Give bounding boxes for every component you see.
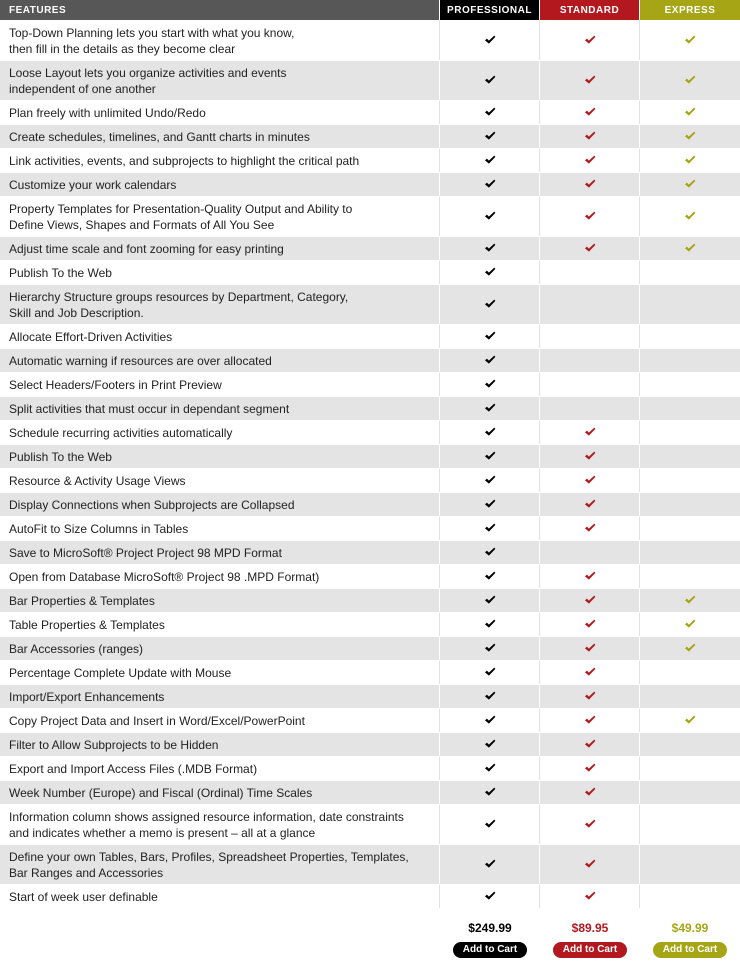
feature-text-line: Top-Down Planning lets you start with what you know, [9,25,295,40]
professional-cell [440,588,540,612]
standard-cell [540,636,640,660]
feature-text-line: Adjust time scale and font zooming for easy printing [9,241,284,256]
feature-name [0,372,440,396]
checkmark-icon [584,179,596,189]
checkmark-icon [684,211,696,221]
checkmark-icon [684,75,696,85]
feature-row [0,588,740,612]
checkmark-icon [484,355,496,365]
feature-text-line: Open from Database MicroSoft® Project 98 .MPD Format) [9,569,320,584]
checkmark-icon [584,475,596,485]
professional-cell [440,20,540,60]
feature-text-line: independent of one another [9,81,156,96]
professional-cell [440,636,540,660]
checkmark-icon [484,331,496,341]
feature-row [0,540,740,564]
checkmark-icon [584,619,596,629]
checkmark-icon [584,211,596,221]
feature-text-line: Filter to Allow Subprojects to be Hidden [9,737,219,752]
professional-cell [440,172,540,196]
professional-cell [440,196,540,236]
professional-cell [440,60,540,100]
feature-text-line: Split activities that must occur in dependant segment [9,401,290,416]
checkmark-icon [584,643,596,653]
feature-text-line: Display Connections when Subprojects are Collapsed [9,497,295,512]
checkmark-icon [484,267,496,277]
checkmark-icon [584,891,596,901]
checkmark-icon [684,179,696,189]
feature-text-line: Loose Layout lets you organize activities and events [9,65,287,80]
standard-cell [540,684,640,708]
feature-name [0,444,440,468]
feature-text-line: Copy Project Data and Insert in Word/Excel/PowerPoint [9,713,305,728]
professional-cell [440,804,540,844]
standard-cell [540,172,640,196]
standard-cell [540,444,640,468]
feature-text-line: Select Headers/Footers in Print Preview [9,377,222,392]
checkmark-icon [584,739,596,749]
checkmark-icon [684,131,696,141]
standard-cell [540,420,640,444]
feature-text-line: Define Views, Shapes and Formats of All You See [9,217,275,232]
express-cell [640,396,740,420]
checkmark-icon [584,763,596,773]
checkmark-icon [484,107,496,117]
professional-cell [440,884,540,908]
checkmark-icon [484,499,496,509]
express-cell [640,444,740,468]
feature-row [0,612,740,636]
feature-row [0,636,740,660]
feature-name [0,20,440,60]
professional-cell [440,348,540,372]
feature-name [0,612,440,636]
feature-row [0,172,740,196]
checkmark-icon [484,155,496,165]
checkmark-icon [584,667,596,677]
express-cell [640,588,740,612]
professional-cell [440,756,540,780]
feature-text-line: Save to MicroSoft® Project Project 98 MPD Format [9,545,282,560]
feature-rows [0,20,740,908]
checkmark-icon [484,211,496,221]
standard-cell [540,588,640,612]
feature-row [0,844,740,884]
professional-cell [440,148,540,172]
express-cell [640,564,740,588]
express-cell [640,844,740,884]
standard-cell [540,708,640,732]
express-cell [640,468,740,492]
professional-pricing [440,908,540,958]
checkmark-icon [484,715,496,725]
checkmark-icon [484,403,496,413]
standard-cell [540,492,640,516]
checkmark-icon [684,107,696,117]
feature-row [0,884,740,908]
feature-name [0,540,440,564]
checkmark-icon [684,619,696,629]
feature-row [0,684,740,708]
professional-cell [440,684,540,708]
feature-name [0,60,440,100]
standard-header: STANDARD [540,0,640,20]
professional-cell [440,844,540,884]
feature-row [0,660,740,684]
express-cell [640,148,740,172]
professional-cell [440,540,540,564]
professional-cell [440,780,540,804]
standard-cell [540,660,640,684]
feature-row [0,804,740,844]
feature-name [0,884,440,908]
express-cell [640,372,740,396]
feature-row [0,780,740,804]
professional-cell [440,492,540,516]
standard-cell [540,324,640,348]
express-cell [640,20,740,60]
checkmark-icon [484,667,496,677]
professional-cell [440,660,540,684]
checkmark-icon [484,819,496,829]
feature-name [0,396,440,420]
feature-name [0,148,440,172]
checkmark-icon [584,75,596,85]
feature-text-line: Plan freely with unlimited Undo/Redo [9,105,206,120]
checkmark-icon [484,643,496,653]
express-cell [640,804,740,844]
standard-cell [540,564,640,588]
feature-row [0,284,740,324]
feature-row [0,516,740,540]
professional-cell [440,420,540,444]
feature-row [0,564,740,588]
checkmark-icon [484,131,496,141]
standard-cell [540,20,640,60]
feature-name [0,732,440,756]
express-cell [640,612,740,636]
feature-row [0,20,740,60]
checkmark-icon [584,155,596,165]
checkmark-icon [484,619,496,629]
professional-cell [440,444,540,468]
pricing-row [0,908,740,958]
feature-row [0,60,740,100]
checkmark-icon [484,451,496,461]
checkmark-icon [484,35,496,45]
checkmark-icon [584,819,596,829]
express-cell [640,660,740,684]
feature-row [0,324,740,348]
feature-text-line: Publish To the Web [9,265,112,280]
checkmark-icon [484,739,496,749]
professional-cell [440,708,540,732]
express-price: $49.99 [671,921,709,935]
feature-name [0,564,440,588]
checkmark-icon [684,595,696,605]
feature-name [0,516,440,540]
feature-text-line: Bar Properties & Templates [9,593,155,608]
express-cell [640,124,740,148]
standard-cell [540,516,640,540]
checkmark-icon [684,243,696,253]
checkmark-icon [484,243,496,253]
checkmark-icon [584,595,596,605]
feature-text-line: Customize your work calendars [9,177,177,192]
standard-cell [540,732,640,756]
professional-cell [440,612,540,636]
checkmark-icon [484,379,496,389]
express-add-to-cart-button[interactable]: Add to Cart [653,942,727,958]
features-header: FEATURES [0,0,440,20]
feature-text-line: AutoFit to Size Columns in Tables [9,521,189,536]
feature-text-line: Percentage Complete Update with Mouse [9,665,232,680]
feature-name [0,844,440,884]
professional-cell [440,468,540,492]
express-pricing [640,908,740,958]
express-cell [640,60,740,100]
standard-cell [540,612,640,636]
standard-cell [540,468,640,492]
express-cell [640,420,740,444]
feature-text-line: Import/Export Enhancements [9,689,165,704]
feature-row [0,468,740,492]
checkmark-icon [584,523,596,533]
checkmark-icon [484,179,496,189]
checkmark-icon [484,691,496,701]
feature-row [0,236,740,260]
feature-row [0,124,740,148]
express-cell [640,324,740,348]
feature-row [0,420,740,444]
feature-text-line: Property Templates for Presentation-Quality Output and Ability to [9,201,353,216]
checkmark-icon [484,299,496,309]
feature-name [0,100,440,124]
feature-text-line: Link activities, events, and subprojects to highlight the critical path [9,153,360,168]
professional-cell [440,396,540,420]
checkmark-icon [484,859,496,869]
express-cell [640,540,740,564]
checkmark-icon [584,787,596,797]
feature-text-line: Resource & Activity Usage Views [9,473,186,488]
standard-price: $89.95 [571,921,609,935]
feature-name [0,124,440,148]
feature-name [0,236,440,260]
feature-name [0,196,440,236]
feature-text-line: then fill in the details as they become clear [9,41,236,56]
feature-text-line: Define your own Tables, Bars, Profiles, Spreadsheet Properties, Templates, [9,849,409,864]
checkmark-icon [484,763,496,773]
checkmark-icon [684,35,696,45]
checkmark-icon [484,427,496,437]
express-cell [640,732,740,756]
feature-name [0,492,440,516]
checkmark-icon [484,523,496,533]
feature-name [0,284,440,324]
feature-name [0,636,440,660]
feature-name [0,780,440,804]
feature-row [0,756,740,780]
feature-text-line: Hierarchy Structure groups resources by Department, Category, [9,289,349,304]
checkmark-icon [684,715,696,725]
checkmark-icon [484,475,496,485]
express-cell [640,516,740,540]
standard-cell [540,260,640,284]
standard-cell [540,884,640,908]
feature-text-line: Information column shows assigned resource information, date constraints [9,809,404,824]
feature-name [0,684,440,708]
standard-pricing [540,908,640,958]
feature-text-line: Create schedules, timelines, and Gantt charts in minutes [9,129,310,144]
standard-cell [540,348,640,372]
standard-add-to-cart-button[interactable]: Add to Cart [553,942,627,958]
feature-text-line: Allocate Effort-Driven Activities [9,329,173,344]
feature-name [0,260,440,284]
professional-cell [440,732,540,756]
checkmark-icon [484,595,496,605]
feature-text-line: Skill and Job Description. [9,305,144,320]
feature-text-line: Bar Ranges and Accessories [9,865,164,880]
feature-text-line: and indicates whether a memo is present – all at a glance [9,825,316,840]
express-cell [640,172,740,196]
professional-cell [440,260,540,284]
checkmark-icon [484,571,496,581]
feature-row [0,708,740,732]
standard-cell [540,396,640,420]
express-cell [640,884,740,908]
checkmark-icon [584,499,596,509]
feature-text-line: Automatic warning if resources are over allocated [9,353,272,368]
standard-cell [540,756,640,780]
professional-cell [440,236,540,260]
standard-cell [540,60,640,100]
standard-cell [540,780,640,804]
feature-row [0,372,740,396]
feature-row [0,348,740,372]
standard-cell [540,236,640,260]
professional-header: PROFESSIONAL [440,0,540,20]
express-cell [640,756,740,780]
checkmark-icon [584,691,596,701]
express-cell [640,708,740,732]
feature-name [0,804,440,844]
professional-cell [440,372,540,396]
express-cell [640,492,740,516]
feature-name [0,708,440,732]
checkmark-icon [584,571,596,581]
feature-name [0,324,440,348]
professional-cell [440,564,540,588]
express-cell [640,196,740,236]
professional-cell [440,516,540,540]
checkmark-icon [584,107,596,117]
checkmark-icon [584,715,596,725]
checkmark-icon [684,155,696,165]
express-cell [640,348,740,372]
feature-row [0,196,740,236]
feature-row [0,444,740,468]
feature-name [0,172,440,196]
feature-row [0,732,740,756]
feature-row [0,148,740,172]
professional-cell [440,284,540,324]
checkmark-icon [584,859,596,869]
standard-cell [540,540,640,564]
professional-price: $249.99 [468,921,512,935]
standard-cell [540,124,640,148]
feature-name [0,420,440,444]
feature-text-line: Schedule recurring activities automatically [9,425,233,440]
checkmark-icon [484,891,496,901]
pricing-spacer [0,908,440,958]
professional-cell [440,324,540,348]
feature-text-line: Week Number (Europe) and Fiscal (Ordinal) Time Scales [9,785,313,800]
header-row [0,0,740,20]
feature-text-line: Start of week user definable [9,889,158,904]
express-cell [640,780,740,804]
standard-cell [540,804,640,844]
standard-cell [540,284,640,324]
standard-cell [540,844,640,884]
checkmark-icon [584,35,596,45]
feature-text-line: Export and Import Access Files (.MDB Format) [9,761,258,776]
checkmark-icon [484,75,496,85]
feature-text-line: Publish To the Web [9,449,112,464]
feature-name [0,660,440,684]
feature-name [0,468,440,492]
express-cell [640,284,740,324]
feature-row [0,100,740,124]
feature-row [0,396,740,420]
feature-text-line: Table Properties & Templates [9,617,165,632]
express-cell [640,684,740,708]
feature-name [0,588,440,612]
checkmark-icon [684,643,696,653]
feature-text-line: Bar Accessories (ranges) [9,641,144,656]
express-header: EXPRESS [640,0,740,20]
express-cell [640,236,740,260]
standard-cell [540,100,640,124]
professional-add-to-cart-button[interactable]: Add to Cart [453,942,527,958]
feature-name [0,756,440,780]
feature-row [0,260,740,284]
standard-cell [540,372,640,396]
professional-cell [440,100,540,124]
standard-cell [540,148,640,172]
express-cell [640,260,740,284]
checkmark-icon [484,787,496,797]
checkmark-icon [484,547,496,557]
express-cell [640,636,740,660]
checkmark-icon [584,243,596,253]
standard-cell [540,196,640,236]
professional-cell [440,124,540,148]
feature-row [0,492,740,516]
checkmark-icon [584,131,596,141]
checkmark-icon [584,451,596,461]
checkmark-icon [584,427,596,437]
express-cell [640,100,740,124]
feature-name [0,348,440,372]
